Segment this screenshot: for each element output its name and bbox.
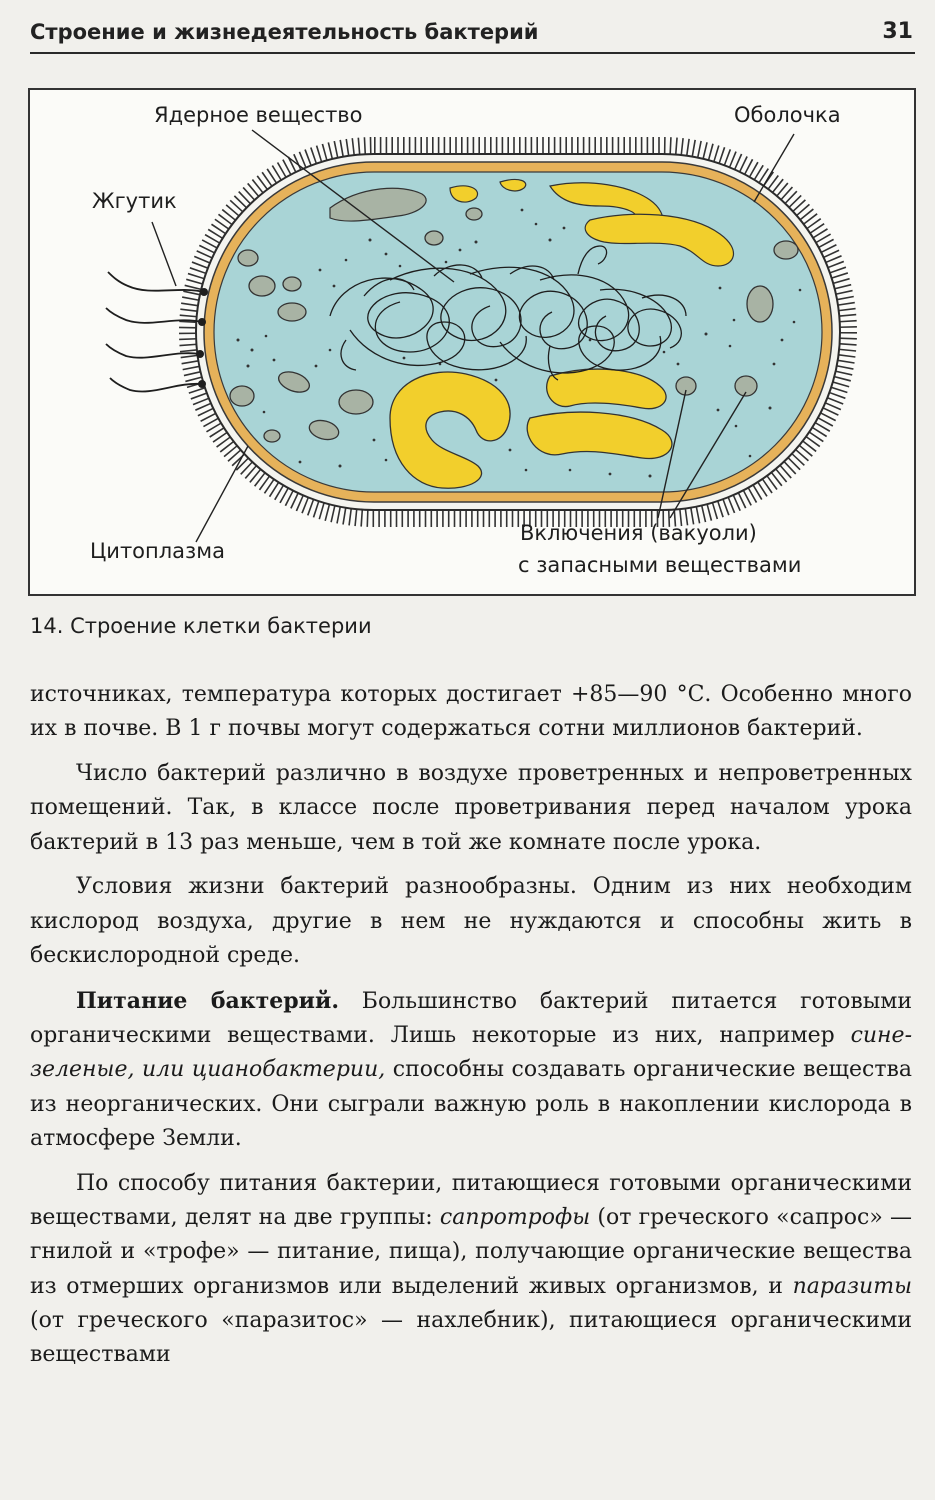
paragraph-4-text-b: способны создавать органические вещества из неорганических. Они сыграли важную роль в накоплении кислорода в атмосфере Земли. [30, 1057, 912, 1152]
paragraph-5-text-a: По способу питания бактерии, питающиеся готовыми органическими веществами, делят на две группы: [30, 1170, 912, 1231]
running-title: Строение и жизнедеятельность бактерий [30, 20, 539, 44]
paragraph-4-term: сине-зеленые, или цианобактерии, [30, 1023, 912, 1083]
paragraph-5-text-b: (от греческого «сапрос» — гнилой и «трофе» — питание, пища), получающие органические вещества из отмерших организмов или выделений живых организмов, и [30, 1205, 912, 1299]
label-flagellum: Жгутик [92, 189, 177, 213]
paragraph-5-text-c: (от греческого «паразитос» — нахлебник), питающиеся органическими веществами [30, 1308, 912, 1368]
paragraph-5-term-parasites: паразиты [792, 1273, 912, 1299]
label-membrane: Оболочка [734, 103, 841, 127]
paragraph-3 [30, 870, 912, 973]
paragraph-5-term-saprotrophs: сапротрофы [439, 1205, 591, 1231]
paragraph-1 [30, 678, 912, 747]
paragraph-4-text-a: Большинство бактерий питается готовыми органическими веществами. Лишь некоторые из них, например [30, 988, 912, 1049]
page-number: 31 [882, 19, 913, 44]
paragraph-1-text: источниках, температура которых достигает +85—90 °С. Особенно много их в почве. В 1 г почвы могут содержаться сотни миллионов бактерий. [30, 682, 912, 742]
paragraph-4 [30, 984, 912, 1156]
bacterium-figure [28, 88, 916, 596]
body-text [30, 678, 912, 1373]
paragraph-3-text: Условия жизни бактерий разнообразны. Одним из них необходим кислород воздуха, другие в нем не нуждаются и способны жить в бескислородной среде. [30, 874, 912, 969]
figure-caption: 14. Строение клетки бактерии [30, 614, 372, 638]
label-cytoplasm: Цитоплазма [90, 539, 225, 563]
label-inclusions-line1: Включения (вакуоли) [520, 521, 757, 545]
bacterium-diagram [30, 90, 914, 594]
paragraph-2-text: Число бактерий различно в воздухе проветренных и непроветренных помещений. Так, в классе после проветривания перед началом урока бактерий в 13 раз меньше, чем в той же комнате после урока. [30, 761, 912, 855]
label-nuclear-matter: Ядерное вещество [154, 103, 363, 127]
paragraph-4-heading: Питание бактерий. [76, 987, 339, 1014]
running-head [30, 18, 915, 54]
label-inclusions-line2: с запасными веществами [518, 553, 802, 577]
paragraph-2 [30, 757, 912, 860]
paragraph-5 [30, 1167, 912, 1373]
